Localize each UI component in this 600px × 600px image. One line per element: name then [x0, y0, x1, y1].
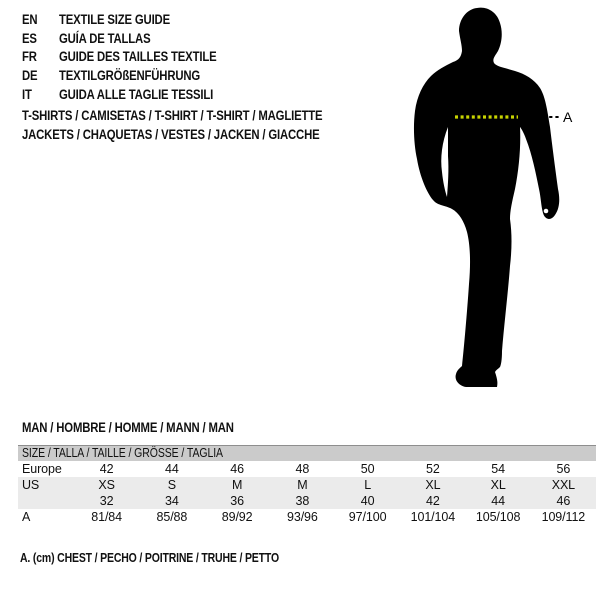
table-row: [18, 493, 596, 509]
language-title-block: [22, 11, 216, 105]
size-cell: 52: [426, 462, 440, 476]
language-label: TEXTILE SIZE GUIDE: [58, 12, 170, 27]
language-label: GUIDA ALLE TAGLIE TESSILI: [58, 86, 214, 102]
row-label: A: [22, 510, 31, 524]
size-cell: 89/92: [221, 510, 253, 524]
size-cell: 46: [230, 462, 244, 476]
language-row: [22, 48, 216, 67]
language-row: [22, 86, 216, 105]
size-cell: 109/112: [541, 510, 586, 524]
size-cell: 42: [426, 494, 440, 508]
row-label: Europe: [22, 462, 62, 476]
man-figure: [390, 0, 600, 400]
category-line-tshirts: T-SHIRTS / CAMISETAS / T-SHIRT / T-SHIRT / MAGLIETTE: [22, 108, 323, 123]
hand-gap-shape: [544, 209, 549, 214]
row-label: [18, 493, 74, 509]
language-code: DE: [22, 68, 38, 84]
size-cell: 34: [165, 494, 179, 508]
language-label: GUÍA DE TALLAS: [58, 30, 151, 46]
garment-category-block: [22, 106, 322, 144]
category-line-jackets: JACKETS / CHAQUETAS / VESTES / JACKEN / GIACCHE: [22, 127, 320, 142]
language-code: FR: [22, 49, 37, 65]
size-cell: 81/84: [91, 510, 123, 524]
size-cell: 56: [556, 462, 571, 476]
language-code: IT: [22, 86, 32, 102]
size-cell: M: [297, 478, 308, 492]
language-row: [22, 11, 216, 30]
size-cell: 42: [99, 462, 114, 476]
size-cell: 44: [491, 494, 505, 508]
measure-label-a: A: [563, 109, 573, 125]
size-cell: 44: [165, 462, 179, 476]
silhouette-path: [414, 8, 559, 387]
size-cell: M: [231, 478, 243, 492]
row-label: US: [22, 478, 40, 492]
language-code: ES: [22, 30, 37, 46]
table-row: [18, 509, 596, 525]
size-table-body: [18, 461, 596, 525]
measure-footnote: A. (cm) CHEST / PECHO / POITRINE / TRUHE / PETTO: [20, 551, 279, 565]
size-cell: 93/96: [286, 510, 318, 524]
size-cell: 46: [556, 494, 571, 508]
language-code: EN: [22, 12, 38, 27]
table-header-label: SIZE / TALLA / TAILLE / GRÖSSE / TAGLIA: [22, 446, 223, 460]
size-cell: 32: [99, 494, 114, 508]
size-cell: L: [364, 478, 372, 492]
language-row: [22, 30, 216, 49]
section-title-man: MAN / HOMBRE / HOMME / MANN / MAN: [22, 420, 234, 435]
table-row: [18, 477, 596, 493]
language-label: TEXTILGRÖßENFÜHRUNG: [58, 68, 201, 84]
size-cell: XS: [98, 478, 115, 492]
size-cell: XXL: [551, 478, 576, 492]
size-cell: S: [167, 478, 176, 492]
size-cell: XL: [425, 478, 441, 492]
man-silhouette: [390, 0, 600, 400]
language-label: GUIDE DES TAILLES TEXTILE: [58, 49, 217, 65]
size-cell: 48: [295, 462, 310, 476]
language-row: [22, 67, 216, 86]
size-cell: 54: [491, 462, 505, 476]
size-cell: 50: [360, 462, 375, 476]
size-cell: 97/100: [348, 510, 387, 524]
size-cell: 105/108: [475, 510, 521, 524]
size-cell: 38: [295, 494, 310, 508]
size-cell: 85/88: [156, 510, 188, 524]
table-header-row: [18, 445, 596, 461]
size-cell: 40: [360, 494, 375, 508]
size-cell: 101/104: [410, 510, 456, 524]
size-table: [18, 445, 596, 525]
size-cell: 36: [230, 494, 244, 508]
size-cell: XL: [490, 478, 506, 492]
table-row: [18, 461, 596, 477]
